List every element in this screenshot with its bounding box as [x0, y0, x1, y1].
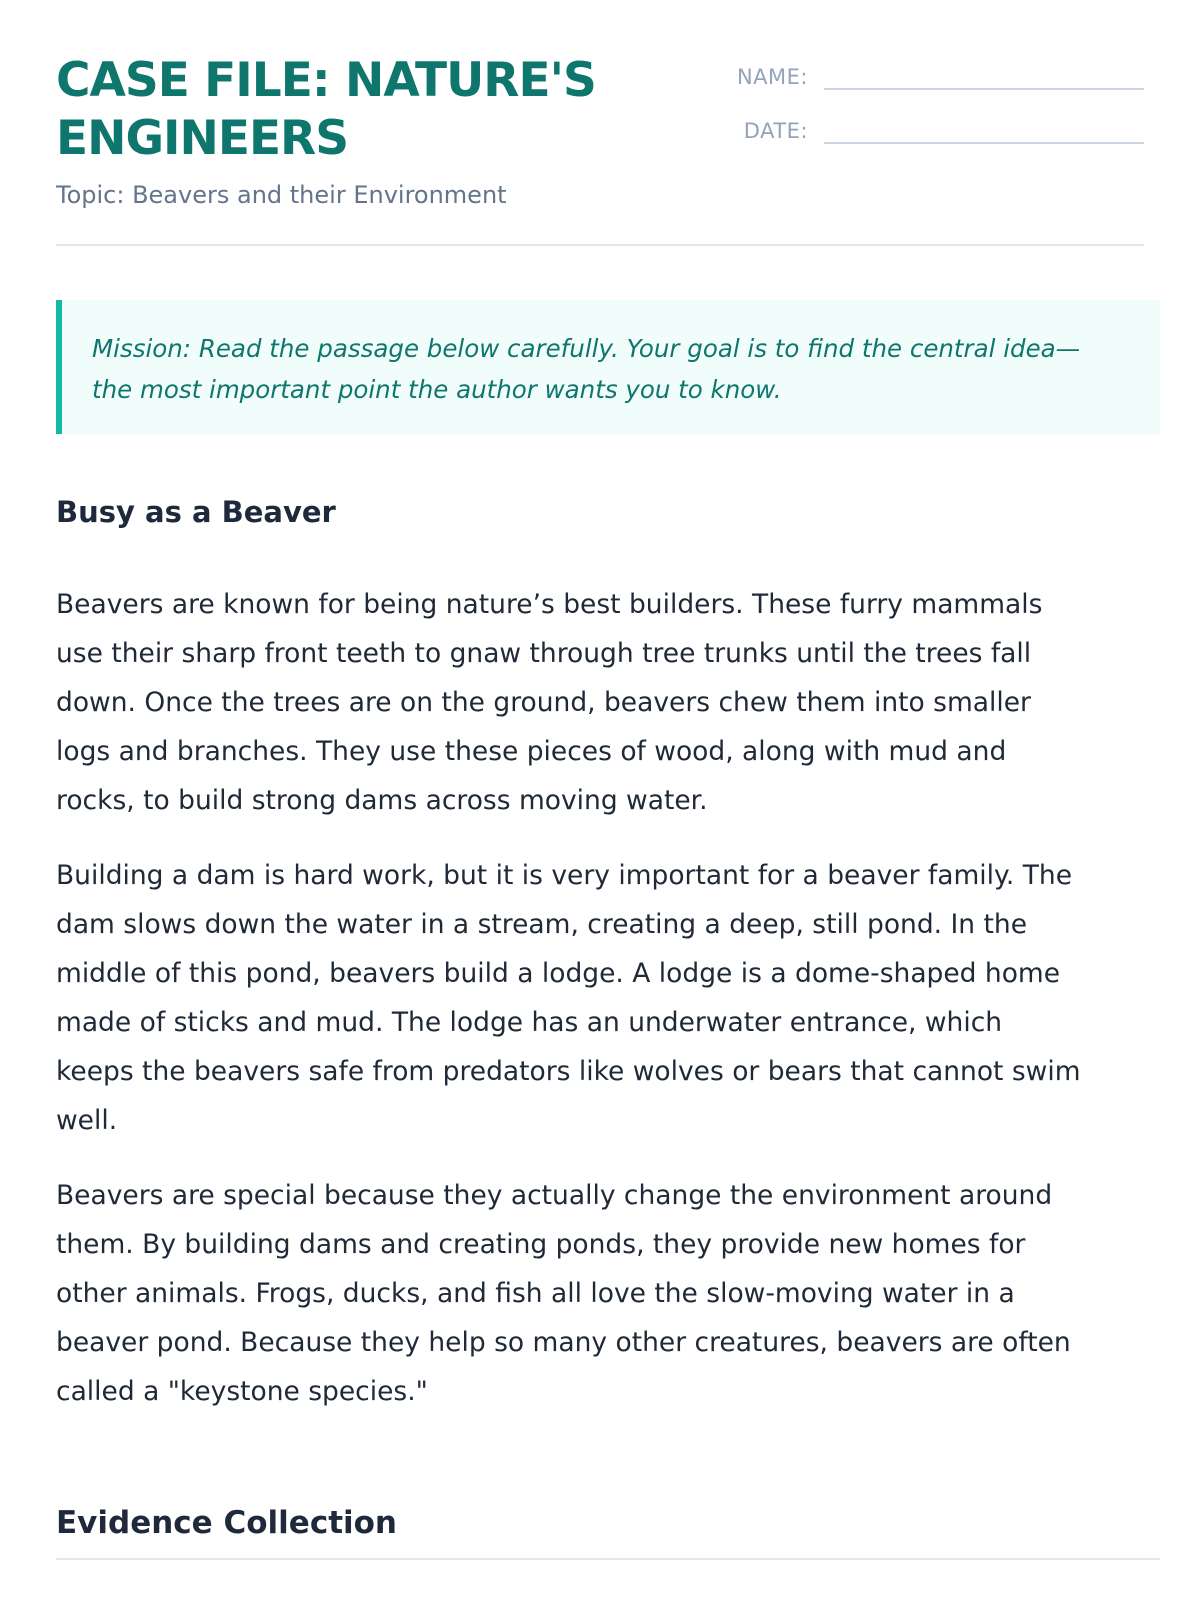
paragraph-line: down. Once the trees are on the ground, beavers chew them into smaller — [56, 687, 1031, 718]
paragraph-line: logs and branches. They use these pieces of wood, along with mud and — [56, 736, 1007, 767]
passage-heading: Busy as a Beaver — [56, 495, 336, 529]
paragraph-line: middle of this pond, beavers build a lodge. A lodge is a dome-shaped home — [56, 958, 1061, 989]
mission-line-1: Mission: Read the passage below carefully. Your goal is to find the central idea— — [92, 334, 1081, 363]
evidence-collection-heading: Evidence Collection — [56, 1504, 1160, 1560]
topic-subtitle: Topic: Beavers and their Environment — [56, 181, 507, 209]
name-label: NAME: — [736, 65, 808, 89]
paragraph-line: called a "keystone species." — [56, 1376, 428, 1407]
paragraph-line: them. By building dams and creating ponds, they provide new homes for — [56, 1229, 1026, 1260]
passage-paragraph-1 — [56, 580, 1160, 825]
paragraph-line: made of sticks and mud. The lodge has an underwater entrance, which — [56, 1007, 1003, 1038]
mission-line-2: the most important point the author wants you to know. — [92, 375, 782, 404]
date-field[interactable] — [824, 112, 1144, 144]
paragraph-line: beaver pond. Because they help so many other creatures, beavers are often — [56, 1327, 1071, 1358]
reading-passage — [56, 580, 1160, 1442]
mission-callout — [56, 300, 1160, 434]
paragraph-line: other animals. Frogs, ducks, and fish all love the slow-moving water in a — [56, 1278, 1015, 1309]
mission-text — [92, 328, 1132, 410]
name-field-row — [724, 58, 1144, 90]
passage-paragraph-3 — [56, 1171, 1160, 1416]
paragraph-line: well. — [56, 1105, 118, 1136]
paragraph-line: keeps the beavers safe from predators like wolves or bears that cannot swim — [56, 1056, 1081, 1087]
paragraph-line: rocks, to build strong dams across moving water. — [56, 785, 708, 816]
paragraph-line: dam slows down the water in a stream, creating a deep, still pond. In the — [56, 909, 1028, 940]
title-line-2: ENGINEERS — [56, 111, 349, 166]
worksheet-header — [56, 0, 1144, 246]
paragraph-line: Beavers are special because they actually change the environment around — [56, 1180, 1053, 1211]
date-field-row — [724, 112, 1144, 144]
paragraph-line: Building a dam is hard work, but it is very important for a beaver family. The — [56, 860, 1073, 891]
passage-paragraph-2 — [56, 851, 1160, 1145]
paragraph-line: Beavers are known for being nature’s best builders. These furry mammals — [56, 589, 1043, 620]
date-label: DATE: — [743, 119, 808, 143]
title-line-1: CASE FILE: NATURE'S — [56, 53, 596, 108]
paragraph-line: use their sharp front teeth to gnaw through tree trunks until the trees fall — [56, 638, 1032, 669]
name-field[interactable] — [824, 58, 1144, 90]
page-title — [56, 52, 676, 168]
student-info-fields — [724, 58, 1144, 166]
